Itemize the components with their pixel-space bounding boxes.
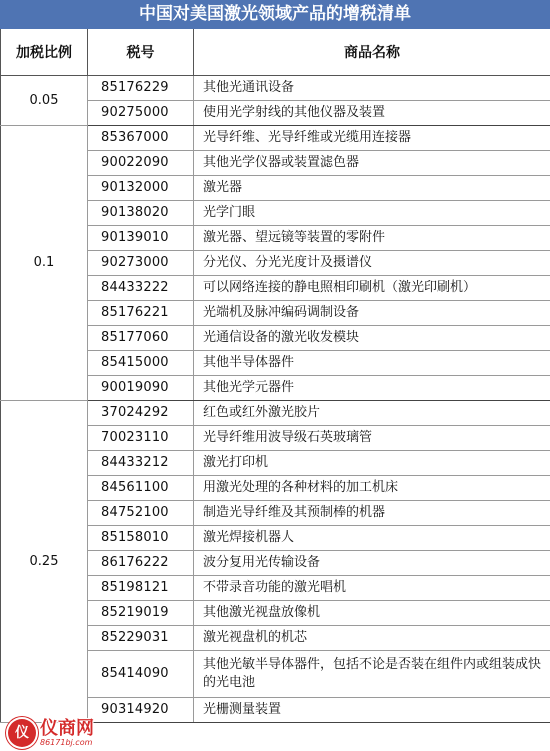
name-cell: 红色或红外激光胶片 [194, 401, 550, 426]
header-rate: 加税比例 [1, 29, 88, 76]
code-cell: 84433222 [88, 276, 194, 301]
code-cell: 37024292 [88, 401, 194, 426]
watermark-main-text: 仪商网 [40, 718, 94, 739]
code-cell: 90022090 [88, 151, 194, 176]
table-row [1, 76, 550, 101]
name-cell: 分光仪、分光光度计及摄谱仪 [194, 251, 550, 276]
code-cell: 85198121 [88, 576, 194, 601]
code-cell: 90314920 [88, 698, 194, 723]
name-cell: 其他光学元器件 [194, 376, 550, 401]
rate-cell: 0.25 [1, 401, 88, 723]
code-cell: 85176229 [88, 76, 194, 101]
watermark-sub-text: 86171bj.com [40, 738, 93, 747]
rate-cell: 0.05 [1, 76, 88, 126]
table-body [1, 76, 550, 723]
name-cell: 其他光通讯设备 [194, 76, 550, 101]
code-cell: 85229031 [88, 626, 194, 651]
table-header-row [1, 29, 550, 76]
code-cell: 85415000 [88, 351, 194, 376]
code-cell: 90019090 [88, 376, 194, 401]
name-cell: 制造光导纤维及其预制棒的机器 [194, 501, 550, 526]
name-cell: 其他光敏半导体器件，包括不论是否装在组件内或组装成快的光电池 [194, 651, 550, 698]
name-cell: 可以网络连接的静电照相印刷机（激光印刷机） [194, 276, 550, 301]
name-cell: 激光视盘机的机芯 [194, 626, 550, 651]
watermark-seal-icon: 仪 [8, 719, 36, 747]
name-cell: 激光打印机 [194, 451, 550, 476]
header-code: 税号 [88, 29, 194, 76]
tariff-table [0, 29, 550, 723]
name-cell: 不带录音功能的激光唱机 [194, 576, 550, 601]
name-cell: 光通信设备的激光收发模块 [194, 326, 550, 351]
code-cell: 84433212 [88, 451, 194, 476]
code-cell: 90275000 [88, 101, 194, 126]
code-cell: 84561100 [88, 476, 194, 501]
rate-cell: 0.1 [1, 126, 88, 401]
code-cell: 85158010 [88, 526, 194, 551]
table-row [1, 401, 550, 426]
name-cell: 使用光学射线的其他仪器及装置 [194, 101, 550, 126]
name-cell: 光导纤维、光导纤维或光缆用连接器 [194, 126, 550, 151]
name-cell: 其他光学仪器或装置滤色器 [194, 151, 550, 176]
name-cell: 激光焊接机器人 [194, 526, 550, 551]
name-cell: 其他半导体器件 [194, 351, 550, 376]
header-name: 商品名称 [194, 29, 550, 76]
name-cell: 光栅测量装置 [194, 698, 550, 723]
table-row [1, 126, 550, 151]
code-cell: 90273000 [88, 251, 194, 276]
code-cell: 90138020 [88, 201, 194, 226]
name-cell: 激光器、望远镜等装置的零附件 [194, 226, 550, 251]
code-cell: 84752100 [88, 501, 194, 526]
code-cell: 85367000 [88, 126, 194, 151]
code-cell: 85414090 [88, 651, 194, 698]
name-cell: 光导纤维用波导级石英玻璃管 [194, 426, 550, 451]
code-cell: 85219019 [88, 601, 194, 626]
code-cell: 90132000 [88, 176, 194, 201]
name-cell: 其他激光视盘放像机 [194, 601, 550, 626]
name-cell: 用激光处理的各种材料的加工机床 [194, 476, 550, 501]
code-cell: 86176222 [88, 551, 194, 576]
name-cell: 波分复用光传输设备 [194, 551, 550, 576]
name-cell: 光学门眼 [194, 201, 550, 226]
code-cell: 85177060 [88, 326, 194, 351]
code-cell: 85176221 [88, 301, 194, 326]
code-cell: 70023110 [88, 426, 194, 451]
name-cell: 光端机及脉冲编码调制设备 [194, 301, 550, 326]
page-title: 中国对美国激光领域产品的增税清单 [0, 0, 550, 29]
code-cell: 90139010 [88, 226, 194, 251]
site-watermark [8, 715, 118, 751]
name-cell: 激光器 [194, 176, 550, 201]
